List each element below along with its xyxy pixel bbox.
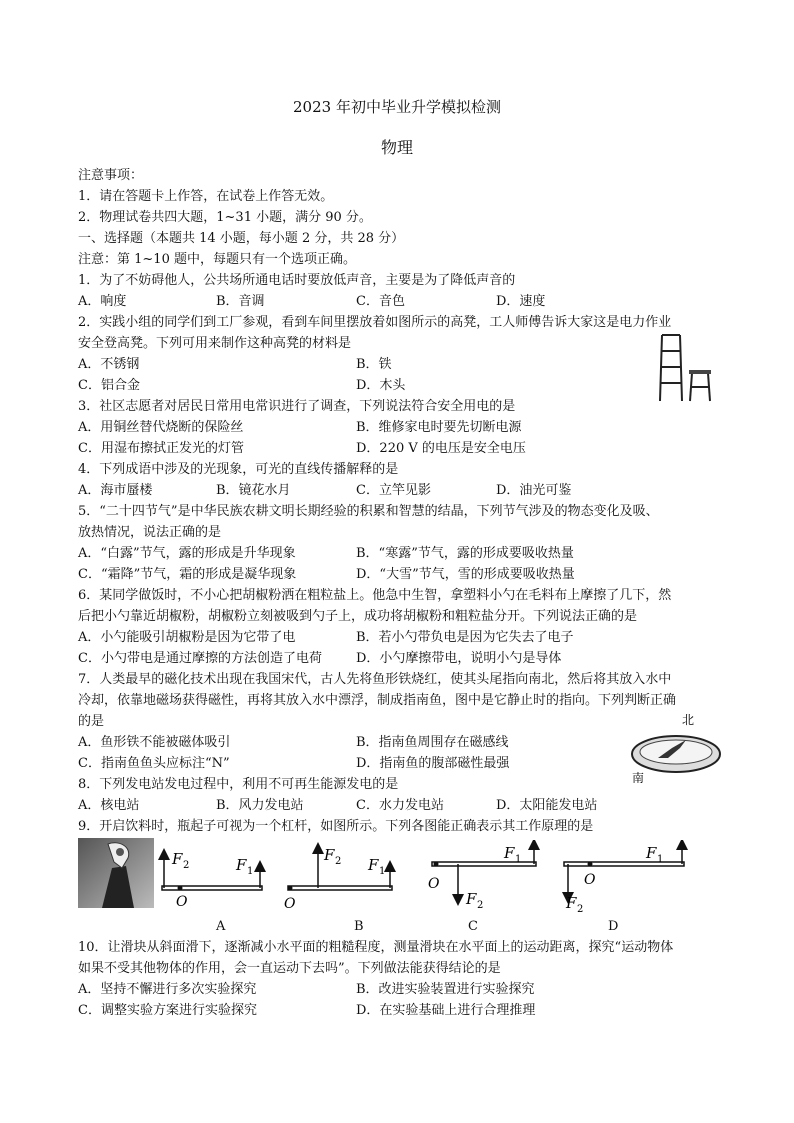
q8-option-c: C．水力发电站 (356, 798, 444, 813)
q5-option-b: B．“寒露”节气，露的形成要吸收热量 (356, 546, 574, 561)
q6-option-c: C．小勺带电是通过摩擦的方法创造了电荷 (78, 651, 322, 666)
south-label: 南 (632, 771, 645, 785)
f1-sub: 1 (515, 854, 522, 865)
north-label: 北 (682, 713, 695, 727)
q2-option-a: A．不锈钢 (78, 357, 140, 372)
q5-stem-line1: 5．“二十四节气”是中华民族农耕文明长期经验的积累和智慧的结晶，下列节气涉及的物态变化及吸、 (78, 504, 659, 519)
q2-option-b: B．铁 (356, 357, 392, 372)
fig-label-c: C (468, 919, 478, 934)
q8-option-d: D．太阳能发电站 (496, 798, 598, 813)
o-label: O (176, 894, 188, 910)
fig-label-b: B (354, 919, 364, 934)
q8-option-a: A．核电站 (78, 798, 140, 813)
q7-stem-line1: 7．人类最早的磁化技术出现在我国宋代，古人先将鱼形铁烧红，使其头尾指向南北，然后将其放入水中 (78, 672, 672, 687)
lever-figure-b (282, 840, 398, 912)
q7-stem-line2: 冷却，依靠地磁场获得磁性，再将其放入水中漂浮，制成指南鱼，图中是它静止时的指向。下列判断正确 (78, 693, 677, 708)
q7-option-b: B．指南鱼周围存在磁感线 (356, 735, 509, 750)
f2-sub: 2 (335, 856, 342, 867)
f1-label: F (236, 856, 247, 874)
exam-title: 2023 年初中毕业升学模拟检测 (293, 98, 501, 116)
q6-stem-line2: 后把小勺靠近胡椒粉，胡椒粉立刻被吸到勺子上，成功将胡椒粉和粗粒盐分开。下列说法正确的是 (78, 609, 638, 624)
q2-option-d: D．木头 (356, 378, 406, 393)
q5-option-d: D．“大雪”节气，雪的形成要吸收热量 (356, 567, 575, 582)
q1-option-b: B．音调 (216, 294, 265, 309)
q3-option-c: C．用湿布擦拭正发光的灯管 (78, 441, 244, 456)
q6-stem-line1: 6．某同学做饭时，不小心把胡椒粉洒在粗粒盐上。他急中生智，拿塑料小勺在毛料布上摩擦了几下，然 (78, 588, 672, 603)
q2-stem-line2: 安全登高凳。下列可用来制作这种高凳的材料是 (78, 336, 352, 351)
f1-sub: 1 (379, 866, 386, 877)
lever-figure-a (156, 840, 266, 912)
notes-item-2: 2．物理试卷共四大题，1~31 小题，满分 90 分。 (78, 210, 372, 225)
lever-figure-c (424, 840, 540, 912)
bottle-opener-photo (78, 838, 154, 908)
q9-stem: 9．开启饮料时，瓶起子可视为一个杠杆，如图所示。下列各图能正确表示其工作原理的是 (78, 819, 594, 834)
q8-option-b: B．风力发电站 (216, 798, 304, 813)
q4-option-c: C．立竿见影 (356, 483, 431, 498)
q4-option-d: D．油光可鉴 (496, 483, 572, 498)
stool-figure (656, 333, 712, 403)
q10-option-d: D．在实验基础上进行合理推理 (356, 1003, 536, 1018)
section-note: 注意：第 1~10 题中，每题只有一个选项正确。 (78, 252, 356, 267)
q4-stem: 4．下列成语中涉及的光现象，可光的直线传播解释的是 (78, 462, 399, 477)
q8-stem: 8．下列发电站发电过程中，利用不可再生能源发电的是 (78, 777, 399, 792)
f2-sub: 2 (477, 900, 484, 911)
f1-label: F (368, 856, 379, 874)
o-label: O (584, 872, 596, 888)
q5-stem-line2: 放热情况，说法正确的是 (78, 525, 222, 540)
notes-item-1: 1．请在答题卡上作答，在试卷上作答无效。 (78, 189, 334, 204)
q4-option-a: A．海市蜃楼 (78, 483, 153, 498)
q6-option-d: D．小勺摩擦带电，说明小勺是导体 (356, 651, 562, 666)
section-heading: 一、选择题（本题共 14 小题，每小题 2 分，共 28 分） (78, 231, 405, 246)
o-label: O (428, 876, 440, 892)
q4-option-b: B．镜花水月 (216, 483, 291, 498)
f1-label: F (646, 844, 657, 862)
q1-stem: 1．为了不妨碍他人，公共场所通电话时要放低声音，主要是为了降低声音的 (78, 273, 516, 288)
q7-stem-line3: 的是 (78, 714, 105, 729)
f2-label: F (324, 846, 335, 864)
q10-stem-line1: 10．让滑块从斜面滑下，逐渐减小水平面的粗糙程度，测量滑块在水平面上的运动距离，探究“运动物体 (78, 940, 674, 955)
compass-fish-figure (628, 710, 724, 786)
q3-stem: 3．社区志愿者对居民日常用电常识进行了调查，下列说法符合安全用电的是 (78, 399, 516, 414)
q10-stem-line2: 如果不受其他物体的作用，会一直运动下去吗”。下列做法能获得结论的是 (78, 961, 501, 976)
q6-option-b: B．若小勺带负电是因为它失去了电子 (356, 630, 574, 645)
q2-option-c: C．铝合金 (78, 378, 140, 393)
o-label: O (284, 896, 296, 912)
lever-figure-d (560, 840, 688, 912)
f2-label: F (466, 890, 477, 908)
q1-option-a: A．响度 (78, 294, 127, 309)
q7-option-c: C．指南鱼鱼头应标注“N” (78, 756, 230, 771)
f2-label: F (566, 894, 577, 912)
q5-option-a: A．“白露”节气，露的形成是升华现象 (78, 546, 296, 561)
q7-option-d: D．指南鱼的腹部磁性最强 (356, 756, 510, 771)
f1-sub: 1 (247, 866, 254, 877)
fig-label-d: D (608, 919, 619, 934)
q1-option-c: C．音色 (356, 294, 405, 309)
q6-option-a: A．小勺能吸引胡椒粉是因为它带了电 (78, 630, 296, 645)
f2-label: F (172, 850, 183, 868)
f1-label: F (504, 844, 515, 862)
q10-option-b: B．改进实验装置进行实验探究 (356, 982, 535, 997)
f2-sub: 2 (183, 860, 190, 871)
q10-option-a: A．坚持不懈进行多次实验探究 (78, 982, 257, 997)
q1-option-d: D．速度 (496, 294, 546, 309)
fig-label-a: A (216, 919, 226, 934)
exam-subject: 物理 (380, 138, 413, 157)
q2-stem-line1: 2．实践小组的同学们到工厂参观，看到车间里摆放着如图所示的高凳，工人师傅告诉大家这是电力作业 (78, 315, 672, 330)
q3-option-d: D．220 V 的电压是安全电压 (356, 441, 526, 456)
q10-option-c: C．调整实验方案进行实验探究 (78, 1003, 257, 1018)
f2-sub: 2 (577, 904, 584, 912)
q3-option-b: B．维修家电时要先切断电源 (356, 420, 522, 435)
notes-heading: 注意事项： (78, 168, 144, 183)
f1-sub: 1 (657, 854, 664, 865)
q7-option-a: A．鱼形铁不能被磁体吸引 (78, 735, 231, 750)
q3-option-a: A．用铜丝替代烧断的保险丝 (78, 420, 244, 435)
q5-option-c: C．“霜降”节气，霜的形成是凝华现象 (78, 567, 297, 582)
